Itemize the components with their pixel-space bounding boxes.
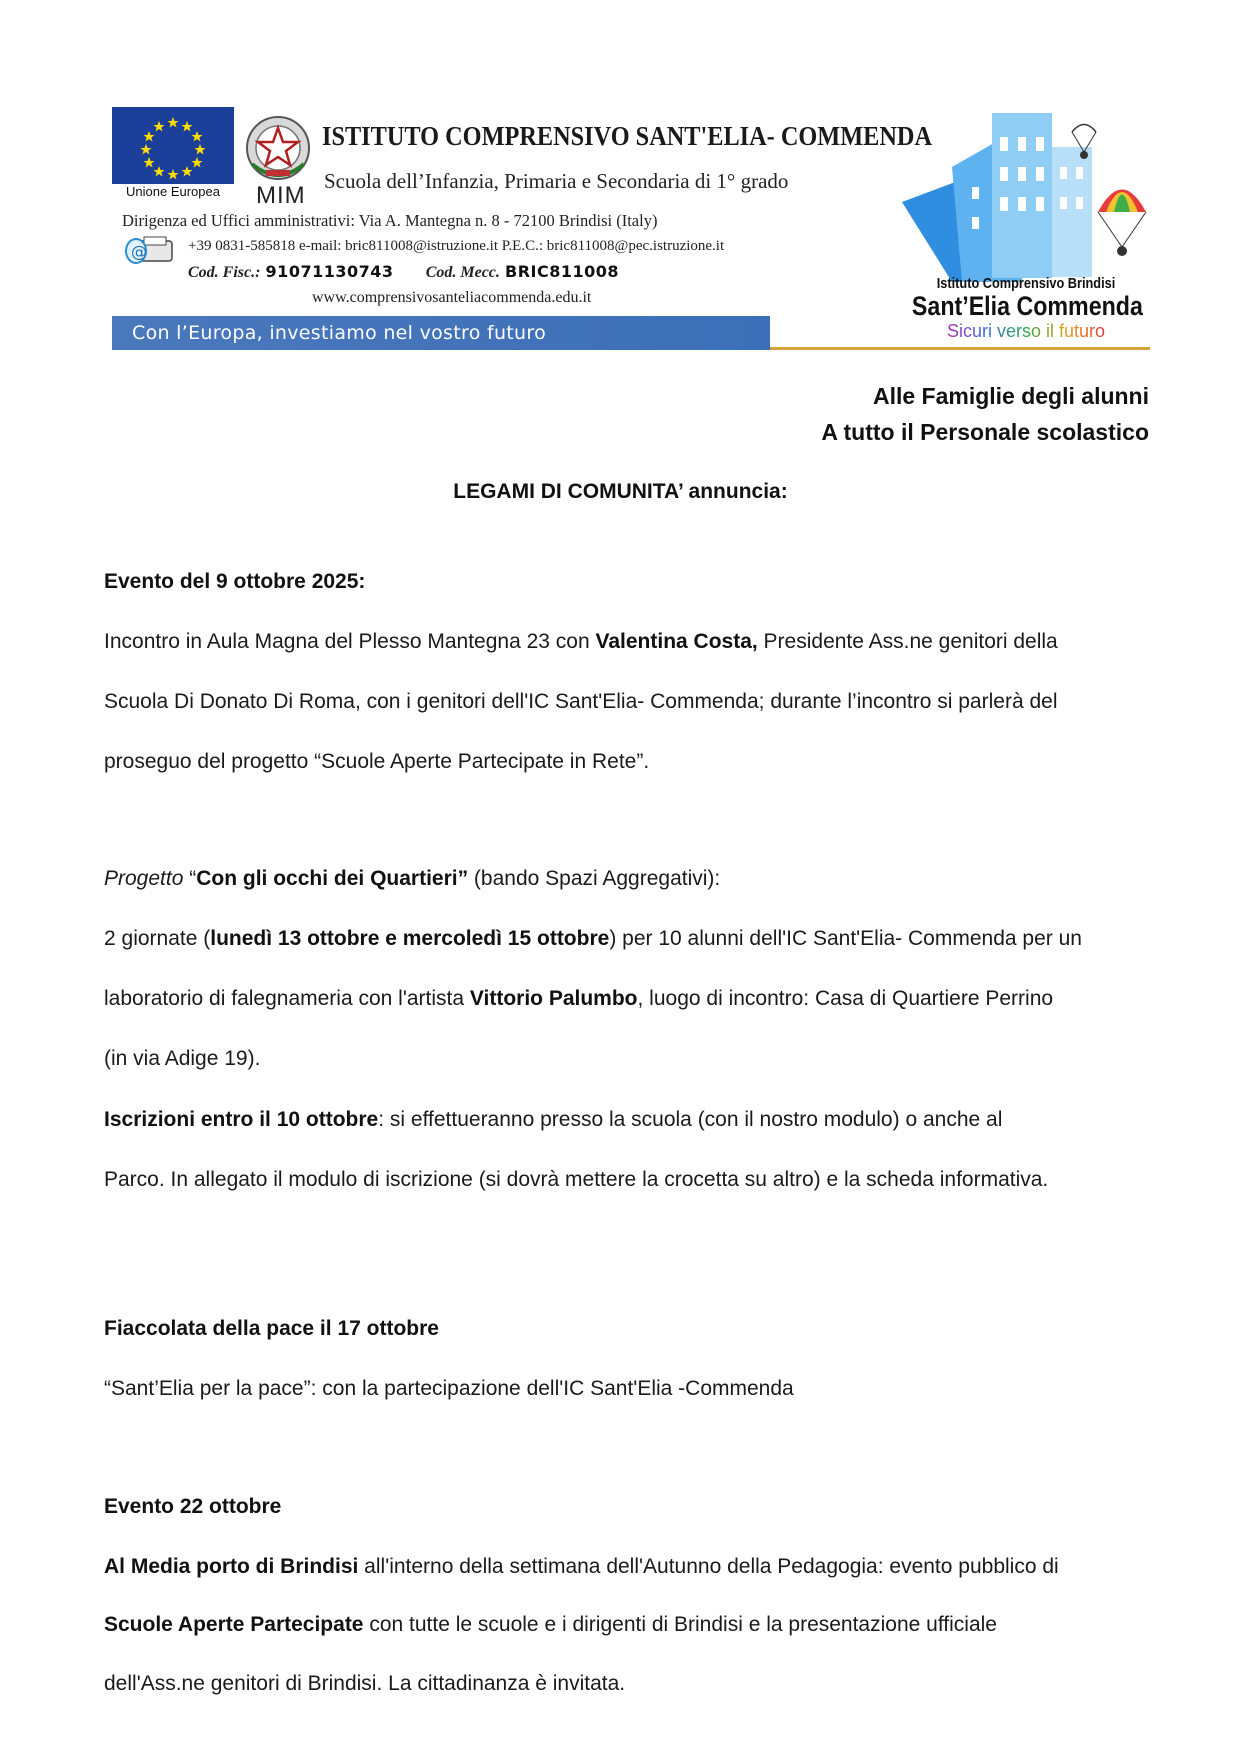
event1-title (104, 570, 1164, 594)
cod-mecc-value: BRIC811008 (505, 262, 620, 281)
announcement-heading: LEGAMI DI COMUNITA’ annuncia: (453, 480, 788, 503)
event2-title-text: Evento 22 ottobre (104, 1495, 282, 1518)
logo-school-name: Sant’Elia Commenda (911, 291, 1143, 321)
institute-subtitle: Scuola dell’Infanzia, Primaria e Secondaria di 1° grado (324, 169, 789, 193)
torch-title (104, 1317, 1164, 1341)
institute-website: www.comprensivosanteliacommenda.edu.it (312, 289, 592, 306)
eu-flag-icon (112, 107, 234, 184)
project-title-a: Progetto (104, 867, 184, 890)
event1-line-1-c: Presidente Ass.ne genitori della (757, 630, 1058, 653)
ministry-label: MIM (256, 182, 306, 209)
event2-venue: Al Media porto di Brindisi (104, 1555, 359, 1578)
torch-line-1: “Sant’Elia per la pace”: con la partecipazione dell'IC Sant'Elia -Commenda (104, 1377, 794, 1400)
project-dates: lunedì 13 ottobre e mercoledì 15 ottobre (210, 927, 610, 950)
project-title-name: Con gli occhi dei Quartieri” (196, 867, 469, 890)
phone-fax-icon (124, 233, 174, 265)
logo-motto-text: Sicuri verso il futuro (946, 321, 1106, 341)
institute-name: ISTITUTO COMPRENSIVO SANT'ELIA- COMMENDA (322, 121, 933, 151)
gold-divider (770, 347, 1150, 350)
event1-speaker: Valentina Costa, (595, 630, 758, 653)
project-line-5: Parco. In allegato il modulo di iscrizione (si dovrà mettere la crocetta su altro) e la scheda informativa. (104, 1168, 1049, 1191)
italian-republic-emblem-icon (242, 112, 314, 184)
project-line-4 (104, 1108, 1164, 1132)
school-logo-icon (872, 107, 1150, 282)
project-line-4-b: : si effettueranno presso la scuola (con il nostro modulo) o anche al (378, 1108, 1003, 1131)
event1-line-1 (104, 630, 1164, 654)
event2-line-1 (104, 1555, 1164, 1579)
event2-line-2-b: con tutte le scuole e i dirigenti di Brindisi e la presentazione ufficiale (363, 1613, 997, 1636)
cod-mecc-label: Cod. Mecc. (425, 264, 500, 281)
cod-fisc-value: 91071130743 (265, 262, 394, 281)
project-title-b: “ (183, 867, 197, 890)
event2-organizer: Scuole Aperte Partecipate (104, 1613, 364, 1636)
institute-address: Dirigenza ed Uffici amministrativi: Via A. Mantegna n. 8 - 72100 Brindisi (Italy) (122, 211, 658, 230)
letterhead (112, 107, 1150, 350)
event2-title (104, 1495, 1164, 1519)
addressee-block (821, 378, 1149, 450)
project-artist: Vittorio Palumbo (469, 987, 638, 1010)
addressee-line-2: A tutto il Personale scolastico (821, 419, 1149, 445)
institute-contacts: +39 0831-585818 e-mail: bric811008@istruzione.it P.E.C.: bric811008@pec.istruzione.it (188, 238, 725, 254)
event1-line-2: Scuola Di Donato Di Roma, con i genitori dell'IC Sant'Elia- Commenda; durante l’incontro si parlerà del (104, 690, 1058, 713)
event2-line-2 (104, 1613, 1164, 1637)
event1-line-3: proseguo del progetto “Scuole Aperte Partecipate in Rete”. (104, 750, 650, 773)
project-deadline: Iscrizioni entro il 10 ottobre (104, 1108, 379, 1131)
project-line-2 (104, 987, 1164, 1011)
project-line-1-a: 2 giornate ( (104, 927, 211, 950)
project-title-d: (bando Spazi Aggregativi): (468, 867, 721, 890)
project-line-3: (in via Adige 19). (104, 1047, 261, 1070)
project-line-2-a: laboratorio di falegnameria con l'artista (104, 987, 470, 1010)
event1-line-1-a: Incontro in Aula Magna del Plesso Mantegna 23 con (104, 630, 596, 653)
eu-caption: Unione Europea (126, 184, 220, 199)
event2-line-3: dell'Ass.ne genitori di Brindisi. La cittadinanza è invitata. (104, 1672, 626, 1695)
event1-title-text: Evento del 9 ottobre 2025: (104, 570, 366, 593)
cod-fisc-label: Cod. Fisc.: (188, 264, 261, 281)
addressee-line-1: Alle Famiglie degli alunni (872, 383, 1149, 409)
project-title (104, 867, 1164, 891)
event2-line-1-b: all'interno della settimana dell'Autunno della Pedagogia: evento pubblico di (358, 1555, 1059, 1578)
eu-banner: Con l’Europa, investiamo nel vostro futuro (112, 316, 770, 350)
project-line-1 (104, 927, 1164, 951)
torch-title-text: Fiaccolata della pace il 17 ottobre (104, 1317, 439, 1340)
logo-motto (902, 321, 1150, 342)
institute-codes (188, 262, 619, 282)
svg-text:@: @ (131, 242, 147, 261)
project-line-2-c: , luogo di incontro: Casa di Quartiere Perrino (637, 987, 1054, 1010)
logo-institute-label: Istituto Comprensivo Brindisi (936, 275, 1116, 292)
project-line-1-c: ) per 10 alunni dell'IC Sant'Elia- Commenda per un (609, 927, 1082, 950)
